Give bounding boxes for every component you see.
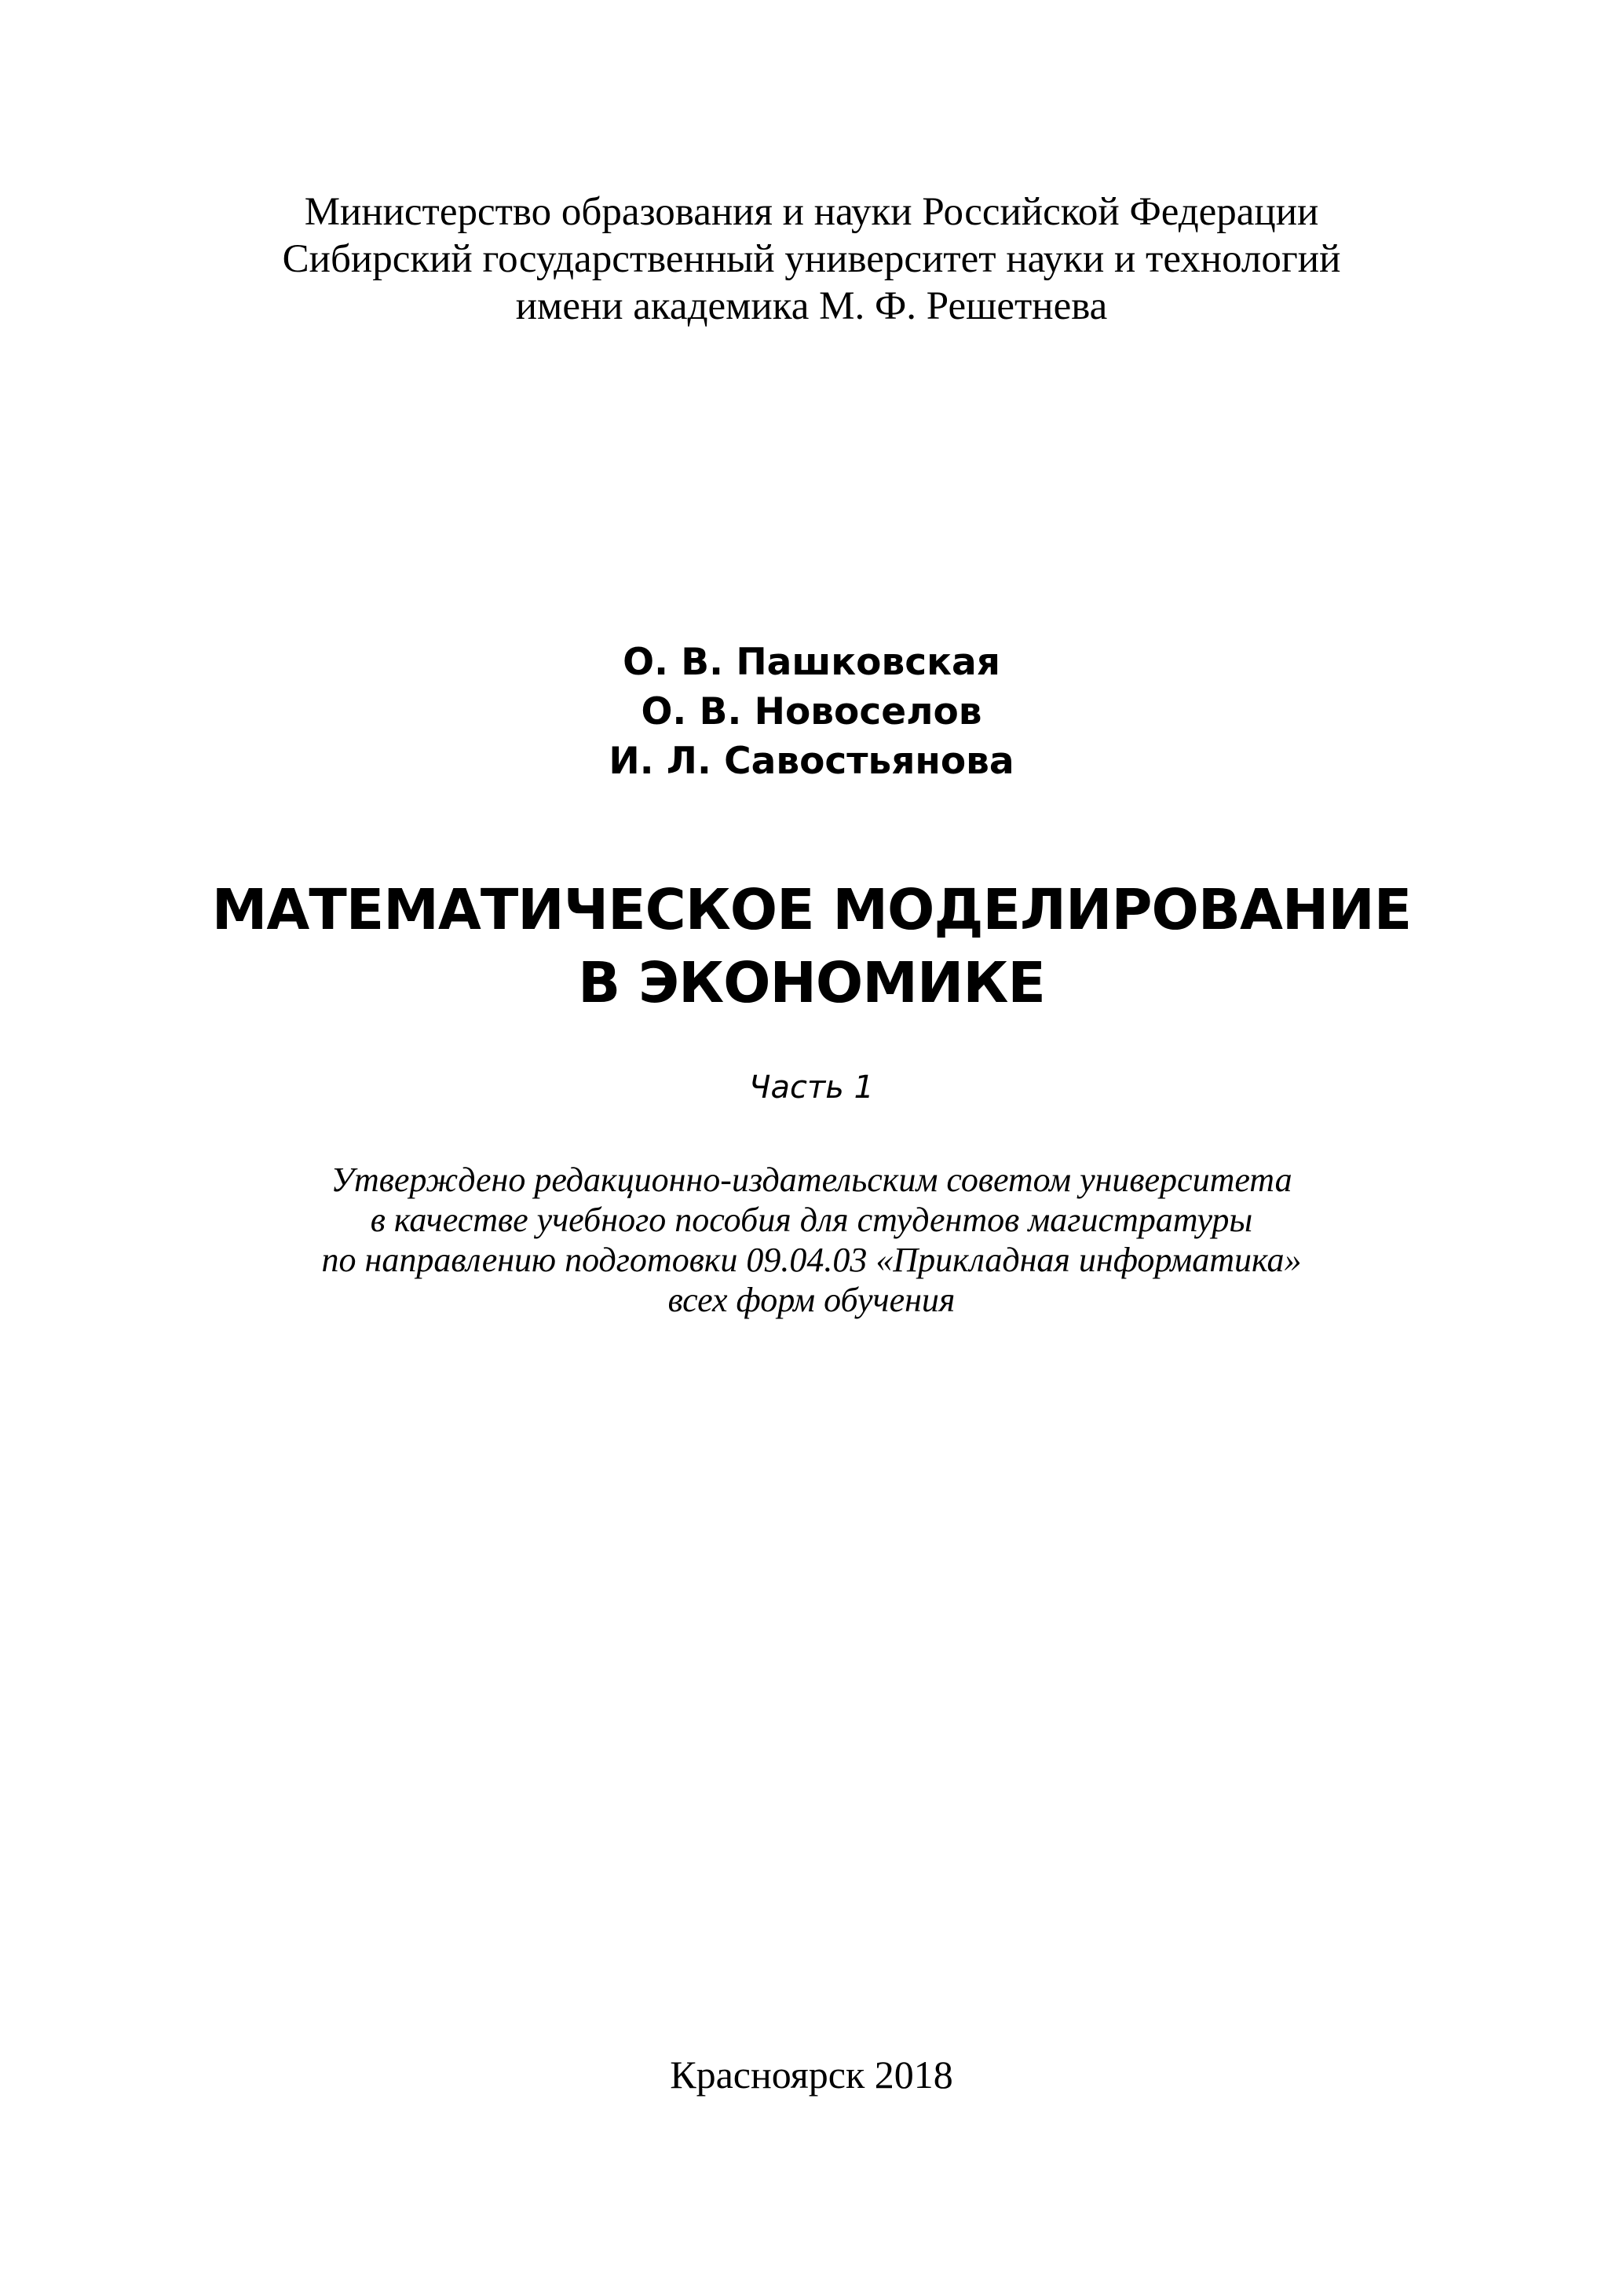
city-year: Красноярск 2018 [670, 2053, 953, 2097]
author-2: О. В. Новоселов [641, 690, 982, 733]
authors-list [0, 638, 1623, 786]
approval-line-2: в качестве учебного пособия для студентов магистратуры [370, 1201, 1253, 1239]
university-line: Сибирский государственный университет науки и технологий [282, 237, 1341, 281]
ministry-line: Министерство образования и науки Российской Федерации [304, 190, 1319, 234]
approval-line-1: Утверждено редакционно-издательским советом университета [331, 1161, 1292, 1199]
university-name-line: имени академика М. Ф. Решетнева [515, 284, 1108, 328]
institution-header [0, 188, 1623, 330]
approval-line-3: по направлению подготовки 09.04.03 «Прикладная информатика» [321, 1241, 1302, 1279]
title-line-2: В ЭКОНОМИКЕ [578, 950, 1045, 1015]
author-3: И. Л. Савостьянова [609, 740, 1014, 783]
author-1: О. В. Пашковская [623, 641, 1000, 684]
part-label [0, 1068, 1623, 1107]
publication-place-year [0, 2051, 1623, 2098]
title-line-1: МАТЕМАТИЧЕСКОЕ МОДЕЛИРОВАНИЕ [211, 877, 1412, 942]
approval-line-4: всех форм обучения [667, 1281, 956, 1319]
book-title [0, 873, 1623, 1019]
approval-statement [0, 1160, 1623, 1320]
part-number: Часть 1 [749, 1069, 874, 1106]
